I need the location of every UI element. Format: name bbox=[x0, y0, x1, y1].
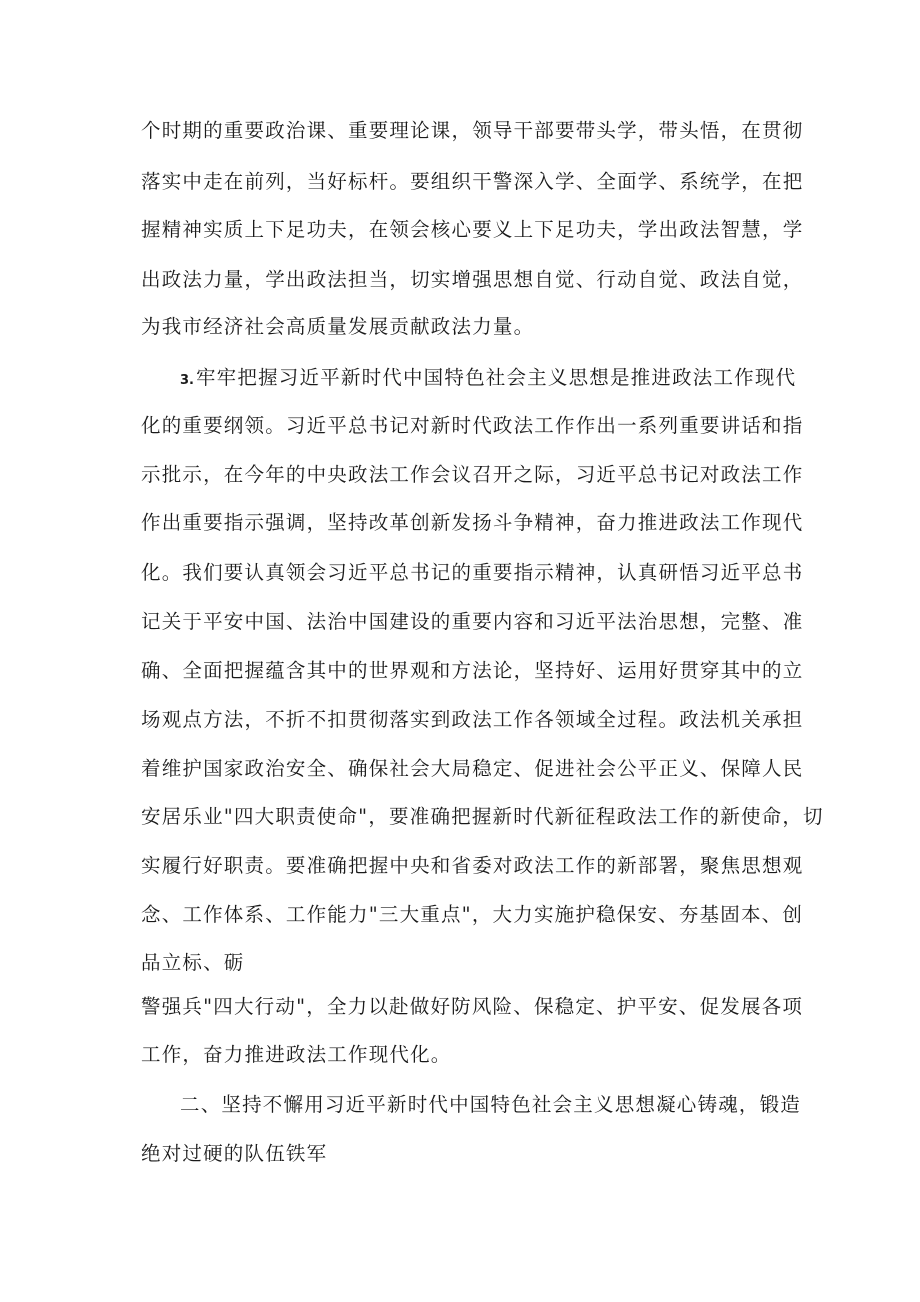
section-heading-line: 绝对过硬的队伍铁军 bbox=[141, 1142, 328, 1165]
paragraph-line: 出政法力量，学出政法担当，切实增强思想自觉、行动自觉、政法自觉， bbox=[141, 268, 804, 291]
paragraph-line: 作出重要指示强调，坚持改革创新发扬斗争精神，奋力推进政法工作现代 bbox=[141, 511, 804, 534]
paragraph-line: 个时期的重要政治课、重要理论课，领导干部要带头学，带头悟，在贯彻 bbox=[141, 119, 804, 142]
paragraph-line: 落实中走在前列，当好标杆。要组织干警深入学、全面学、系统学，在把 bbox=[141, 170, 804, 193]
paragraph-line: 化。我们要认真领会习近平总书记的重要指示精神，认真研悟习近平总书 bbox=[141, 561, 804, 584]
paragraph-first-line-text: 牢牢把握习近平新时代中国特色社会主义思想是推进政法工作现代 bbox=[195, 366, 797, 389]
paragraph-line: 化的重要纲领。习近平总书记对新时代政法工作作出一系列重要讲话和指 bbox=[141, 414, 804, 437]
paragraph-line: 着维护国家政治安全、确保社会大局稳定、促进社会公平正义、保障人民 bbox=[141, 757, 804, 780]
paragraph-line: 安居乐业"四大职责使命"，要准确把握新时代新征程政法工作的新使命，切 bbox=[141, 805, 824, 828]
paragraph-line: 品立标、砺 bbox=[141, 951, 245, 974]
paragraph-line: 警强兵"四大行动"，全力以赴做好防风险、保稳定、护平安、促发展各项 bbox=[141, 995, 804, 1018]
paragraph-line: 念、工作体系、工作能力"三大重点"，大力实施护稳保安、夯基固本、创 bbox=[141, 903, 804, 926]
paragraph-line: 示批示，在今年的中央政法工作会议召开之际，习近平总书记对政法工作 bbox=[141, 463, 804, 486]
paragraph-first-line bbox=[180, 358, 797, 398]
paragraph-line: 为我市经济社会高质量发展贡献政法力量。 bbox=[141, 315, 535, 338]
paragraph-line: 记关于平安中国、法治中国建设的重要内容和习近平法治思想，完整、准 bbox=[141, 610, 804, 633]
paragraph-line: 握精神实质上下足功夫，在领会核心要义上下足功夫，学出政法智慧，学 bbox=[141, 218, 804, 241]
paragraph-line: 场观点方法，不折不扣贯彻落实到政法工作各领域全过程。政法机关承担 bbox=[141, 708, 804, 731]
paragraph-line: 实履行好职责。要准确把握中央和省委对政法工作的新部署，聚焦思想观 bbox=[141, 854, 804, 877]
section-heading: 二、坚持不懈用习近平新时代中国特色社会主义思想凝心铸魂，锻造 bbox=[180, 1093, 802, 1116]
paragraph-line: 工作，奋力推进政法工作现代化。 bbox=[141, 1043, 452, 1066]
section-number: 3. bbox=[180, 373, 194, 388]
paragraph-line: 确、全面把握蕴含其中的世界观和方法论，坚持好、运用好贯穿其中的立 bbox=[141, 659, 804, 682]
